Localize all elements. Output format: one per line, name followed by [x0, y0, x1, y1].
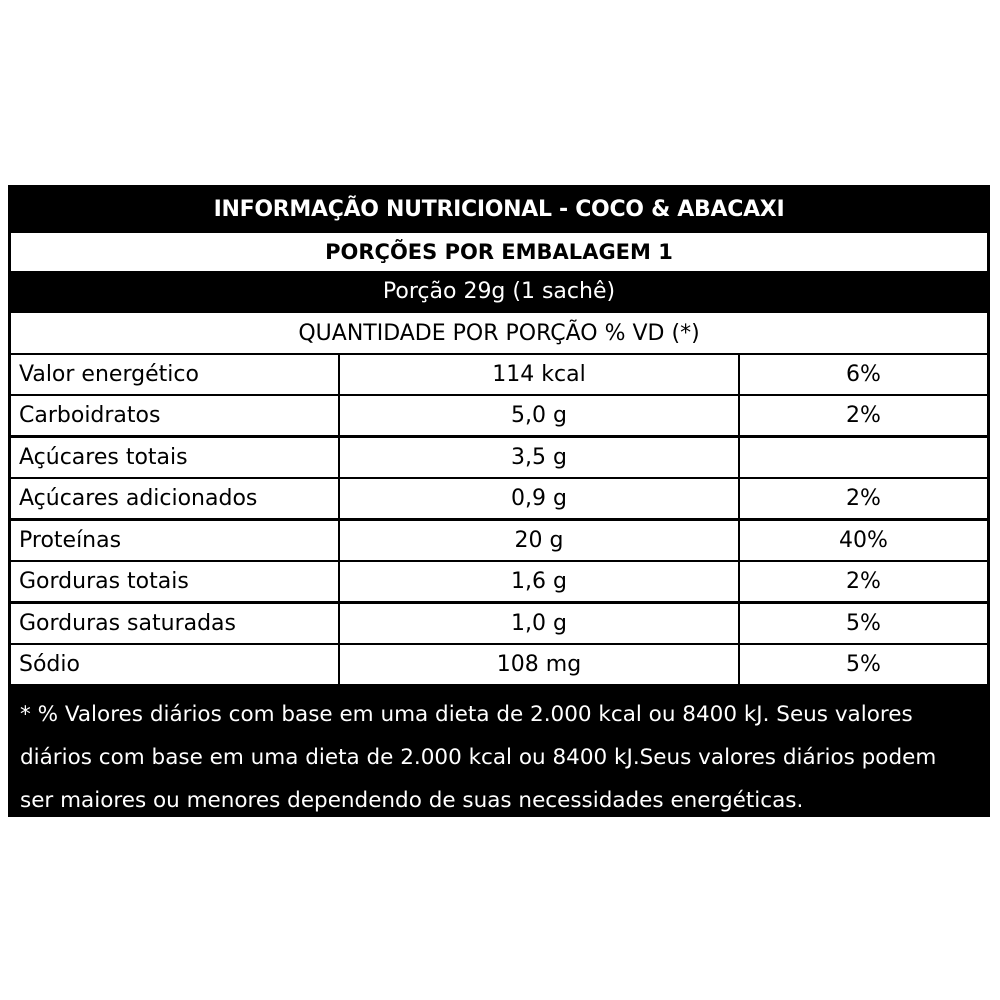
nutrient-amount: 20 g	[340, 521, 738, 560]
nutrient-amount: 0,9 g	[340, 479, 738, 518]
nutrient-name: Proteínas	[11, 521, 338, 560]
nutrient-vd: 2%	[740, 562, 987, 601]
nutrient-amount: 1,6 g	[340, 562, 738, 601]
nutrient-table	[11, 355, 987, 689]
nutrient-vd: 2%	[740, 396, 987, 435]
nutrition-facts-label	[8, 185, 990, 817]
table-row	[11, 479, 987, 518]
column-header-text: QUANTIDADE POR PORÇÃO % VD (*)	[298, 320, 700, 346]
table-row	[11, 562, 987, 601]
table-row	[11, 396, 987, 435]
nutrient-vd: 5%	[740, 645, 987, 684]
serving-size-text: Porção 29g (1 sachê)	[382, 278, 616, 304]
nutrient-amount: 1,0 g	[340, 604, 738, 643]
table-row	[11, 645, 987, 684]
label-title-text: INFORMAÇÃO NUTRICIONAL - COCO & ABACAXI	[213, 196, 785, 222]
nutrient-name: Gorduras saturadas	[11, 604, 338, 643]
nutrient-name: Sódio	[11, 645, 338, 684]
column-header	[11, 313, 987, 353]
nutrient-amount: 5,0 g	[340, 396, 738, 435]
nutrient-vd: 40%	[740, 521, 987, 560]
servings-per-package	[11, 233, 987, 271]
nutrient-amount: 3,5 g	[340, 438, 738, 477]
nutrient-vd: 6%	[740, 355, 987, 394]
table-row	[11, 521, 987, 560]
nutrient-name: Açúcares adicionados	[11, 479, 338, 518]
daily-values-footnote	[20, 693, 985, 822]
nutrient-name: Gorduras totais	[11, 562, 338, 601]
nutrient-vd: 5%	[740, 604, 987, 643]
label-title	[8, 185, 990, 233]
nutrient-vd: 2%	[740, 479, 987, 518]
footnote-line: * % Valores diários com base em uma dieta de 2.000 kcal ou 8400 kJ. Seus valores	[20, 702, 913, 727]
table-row	[11, 438, 987, 477]
nutrient-amount: 114 kcal	[340, 355, 738, 394]
nutrient-name: Valor energético	[11, 355, 338, 394]
table-row	[11, 604, 987, 643]
serving-size	[8, 271, 990, 311]
nutrient-name: Carboidratos	[11, 396, 338, 435]
footnote-line: ser maiores ou menores dependendo de suas necessidades energéticas.	[20, 788, 804, 813]
footnote-line: diários com base em uma dieta de 2.000 kcal ou 8400 kJ.Seus valores diários podem	[20, 745, 937, 770]
nutrient-amount: 108 mg	[340, 645, 738, 684]
nutrient-name: Açúcares totais	[11, 438, 338, 477]
table-row	[11, 355, 987, 394]
nutrient-vd	[740, 438, 987, 477]
servings-per-package-text: PORÇÕES POR EMBALAGEM 1	[325, 240, 673, 264]
